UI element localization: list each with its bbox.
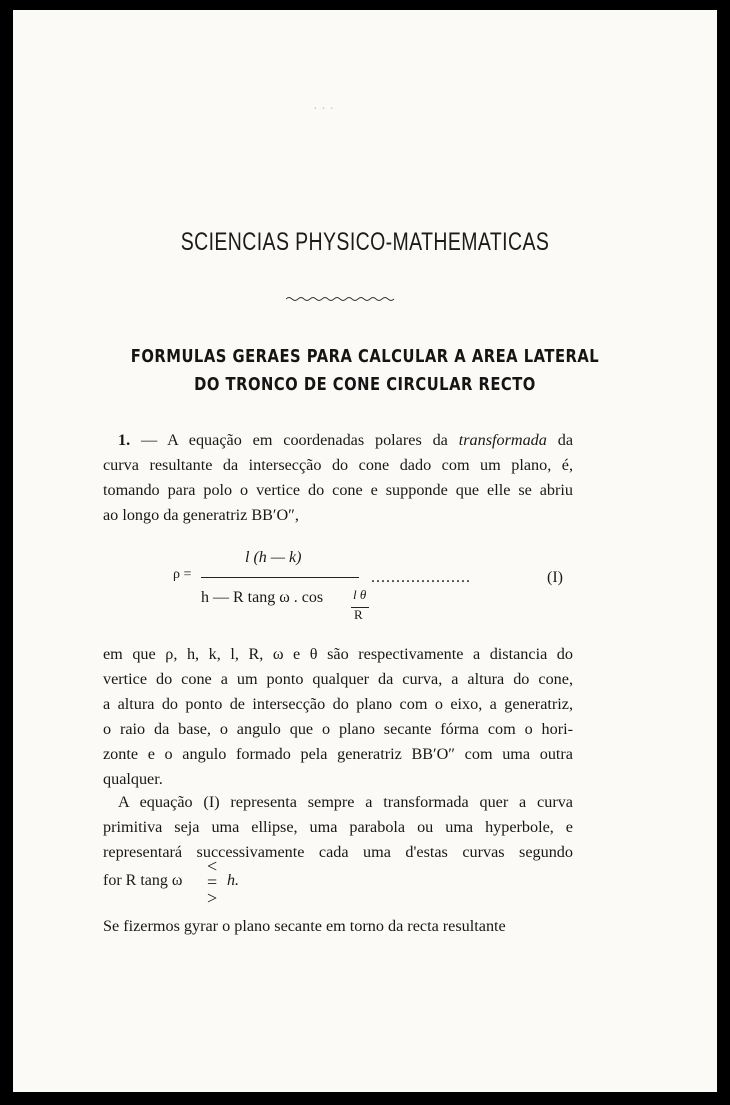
formula-numerator: l (h — k) bbox=[245, 549, 302, 566]
condition-greater-than: > bbox=[207, 888, 218, 908]
paragraph-number: 1. bbox=[118, 431, 131, 449]
condition-less-than: < bbox=[207, 856, 218, 876]
heading-line-2: DO TRONCO DE CONE CIRCULAR RECTO bbox=[194, 374, 536, 395]
formula-lhs: ρ = bbox=[173, 567, 192, 582]
heading-line-1: FORMULAS GERAES PARA CALCULAR A AREA LATERAL bbox=[130, 346, 600, 367]
italic-term: transformada bbox=[458, 431, 547, 449]
paragraph-2-line-3: a altura do ponto de intersecção do plano com o eixo, a generatriz, bbox=[103, 695, 573, 713]
paragraph-2-line-1: em que ρ, h, k, l, R, ω e θ são respectivamente a distancia do bbox=[103, 645, 573, 663]
formula-I bbox=[173, 535, 593, 635]
paragraph-3-line-1: A equação (I) representa sempre a transformada quer a curva bbox=[118, 793, 573, 811]
wavy-underline-ornament bbox=[286, 296, 396, 302]
paragraph-3-line-2: primitiva seja uma ellipse, uma parabola ou uma hyperbole, e bbox=[103, 818, 573, 836]
paragraph-3 bbox=[103, 790, 573, 865]
bleed-through-text: · · · bbox=[313, 102, 334, 117]
paragraph-4 bbox=[103, 914, 573, 939]
paragraph-1-line-1: 1. — A equação em coordenadas polares da transformada da bbox=[118, 431, 573, 449]
paragraph-2-line-2: vertice do cone a um ponto qualquer da curva, a altura do cone, bbox=[103, 670, 573, 688]
formula-denominator: h — R tang ω . cos bbox=[201, 589, 324, 606]
condition-text: for R tang ω bbox=[103, 872, 183, 889]
paragraph-2-line-5: zonte e o angulo formado pela generatriz BB′O″ com uma outra bbox=[103, 745, 573, 763]
paragraph-1 bbox=[103, 428, 573, 528]
paragraph-2-line-6: qualquer. bbox=[103, 770, 163, 788]
formula-label: (I) bbox=[547, 569, 563, 586]
condition-equals: = bbox=[207, 872, 218, 892]
paragraph-1-line-4: ao longo da generatriz BB′O″, bbox=[103, 506, 299, 524]
paragraph-4-line-1: Se fizermos gyrar o plano secante em torno da recta resultante bbox=[103, 917, 506, 935]
formula-small-denominator: R bbox=[354, 607, 363, 622]
formula-small-numerator: l θ bbox=[353, 587, 367, 602]
paragraph-2 bbox=[103, 642, 573, 792]
paragraph-1-line-2: curva resultante da intersecção do cone dado com um plano, é, bbox=[103, 456, 573, 474]
paragraph-2-line-4: o raio da base, o angulo que o plano secante fórma com o hori- bbox=[103, 720, 573, 738]
paragraph-1-line-3: tomando para polo o vertice do cone e supponde que elle se abriu bbox=[103, 481, 573, 499]
section-title: SCIENCIAS PHYSICO-MATHEMATICAS bbox=[180, 228, 550, 256]
formula-leader-dots: .................... bbox=[371, 569, 471, 586]
condition-variable: h. bbox=[227, 872, 239, 889]
document-page bbox=[13, 10, 717, 1092]
fraction-bar bbox=[201, 577, 359, 578]
paragraph-3-line-3: representará successivamente cada uma d'estas curvas segundo bbox=[103, 843, 573, 861]
